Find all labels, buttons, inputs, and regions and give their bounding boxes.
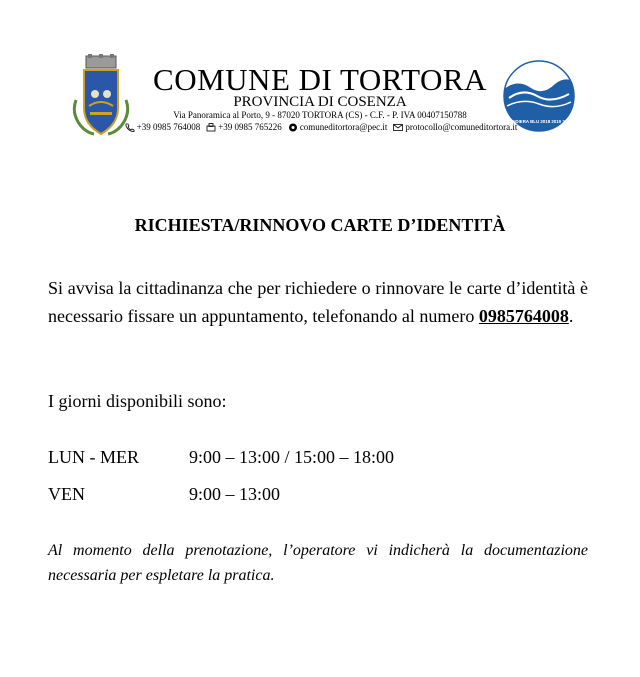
notice-body bbox=[48, 275, 588, 330]
fax-contact bbox=[206, 122, 282, 133]
schedule-days: LUN - MER bbox=[48, 447, 139, 467]
email-contact bbox=[393, 122, 517, 133]
at-icon bbox=[288, 123, 298, 132]
notice-body-text: Si avvisa la cittadinanza che per richiedere o rinnovare le carte d’identità è necessario fissare un appuntamento, telefonando al numero bbox=[48, 278, 588, 326]
blue-flag-icon bbox=[503, 60, 575, 132]
available-days-intro: I giorni disponibili sono: bbox=[48, 391, 227, 411]
appointment-phone-number: 0985764008 bbox=[478, 305, 569, 326]
schedule-row bbox=[48, 445, 394, 469]
phone-icon bbox=[125, 123, 135, 132]
phone-contact bbox=[125, 122, 201, 133]
notice-body-end: . bbox=[568, 305, 574, 326]
letterhead bbox=[0, 0, 640, 140]
pec-address: comuneditortora@pec.it bbox=[299, 122, 388, 132]
schedule-row bbox=[48, 482, 280, 506]
fax-number: +39 0985 765226 bbox=[218, 122, 282, 132]
municipality-name: COMUNE DI TORTORA bbox=[153, 62, 487, 97]
email-address: protocollo@comuneditortora.it bbox=[405, 122, 518, 132]
notice-heading: RICHIESTA/RINNOVO CARTE D’IDENTITÀ bbox=[134, 215, 506, 235]
fax-icon bbox=[206, 123, 216, 132]
town-crest-icon bbox=[72, 54, 130, 138]
flag-caption: BANDIERA BLU 2018 2019 2020 bbox=[505, 119, 573, 124]
booking-note: Al momento della prenotazione, l’operatore vi indicherà la documentazione necessaria per espletare la pratica. bbox=[48, 542, 588, 584]
address-line: Via Panoramica al Porto, 9 - 87020 TORTORA (CS) - C.F. - P. IVA 00407150788 bbox=[173, 110, 467, 120]
schedule-days: VEN bbox=[48, 484, 85, 504]
pec-contact bbox=[288, 122, 388, 133]
province-name: PROVINCIA DI COSENZA bbox=[233, 94, 407, 110]
mail-icon bbox=[393, 123, 403, 132]
schedule-hours: 9:00 – 13:00 bbox=[189, 484, 281, 504]
schedule-hours: 9:00 – 13:00 / 15:00 – 18:00 bbox=[189, 447, 395, 467]
phone-number: +39 0985 764008 bbox=[136, 122, 201, 132]
contacts-line bbox=[136, 122, 518, 133]
